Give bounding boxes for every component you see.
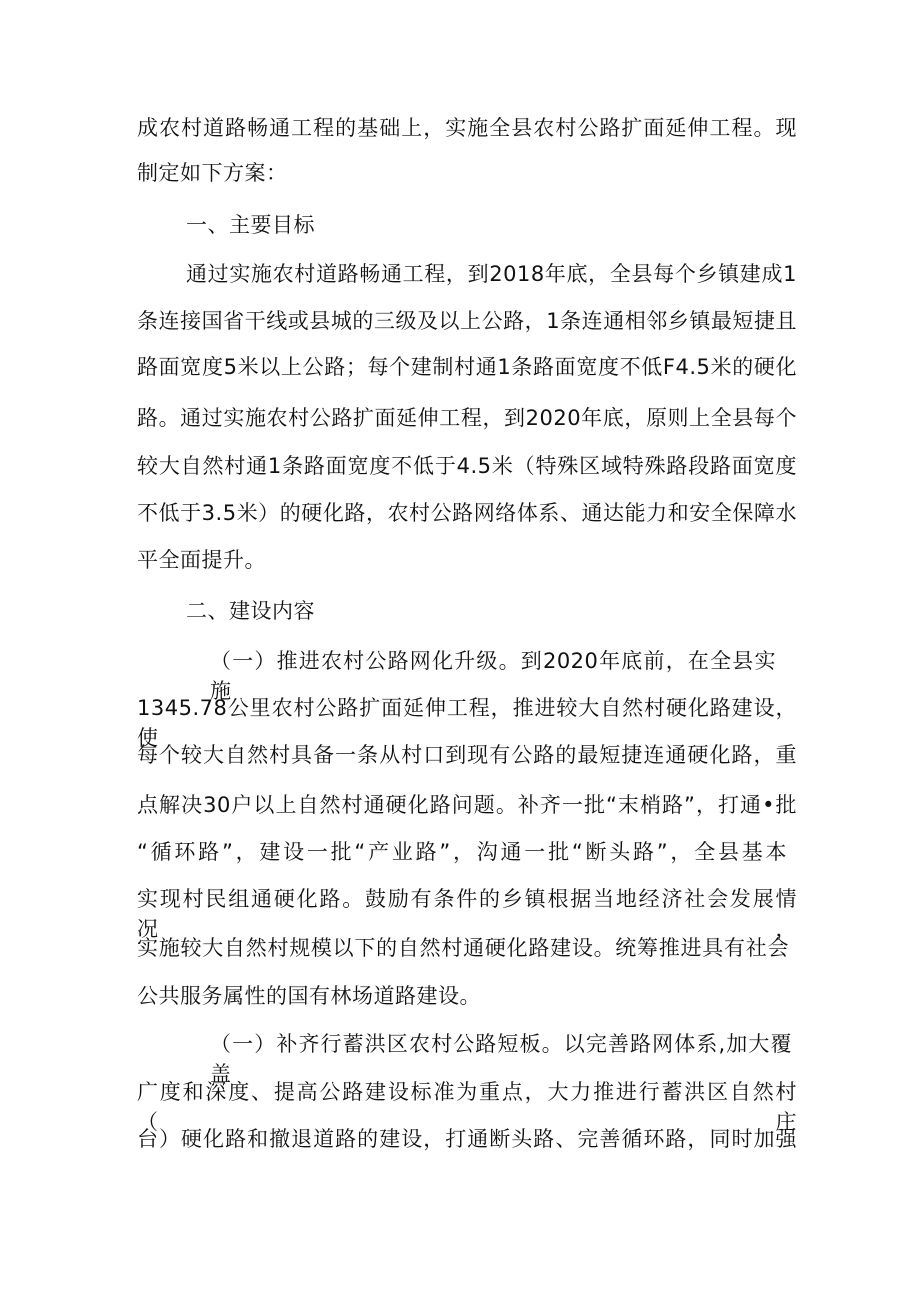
section-heading: 二、建设内容: [186, 599, 315, 623]
paragraph-line: 每个较大自然村具备一条从村口到现有公路的最短捷连通硬化路，重: [137, 743, 797, 767]
paragraph-line: 实施较大自然村规模以下的自然村通硬化路建设。统筹推进具有社会: [137, 936, 789, 960]
paragraph-line: 路面宽度5米以上公路；每个建制村通1条路面宽度不低F4.5米的硬化: [137, 355, 797, 379]
section-heading: 一、主要目标: [186, 213, 315, 237]
paragraph-line: （一）推进农村公路网化升级。到2020年底前，在全县实施: [210, 649, 776, 703]
paragraph-line: （一）补齐行蓄洪区农村公路短板。以完善路网体系,加大覆盖: [210, 1032, 792, 1086]
paragraph-line: 平全面提升。: [137, 548, 266, 572]
paragraph-line: 不低于3.5米）的硬化路，农村公路网络体系、通达能力和安全保障水: [137, 501, 797, 525]
paragraph-line: 1345.78公里农村公路扩面延伸工程，推进较大自然村硬化路建设，使: [137, 696, 797, 750]
paragraph-line: 路。通过实施农村公路扩面延伸工程，到2020年底，原则上全县每个: [137, 406, 797, 430]
paragraph-line: 成农村道路畅通工程的基础上，实施全县农村公路扩面延伸工程。现: [137, 116, 797, 140]
paragraph-line: “循环路”，建设一批“产业路”，沟通一批“断头路”，全县基本: [137, 840, 787, 864]
paragraph-line: 条连接国省干线或县城的三级及以上公路，1条连通相邻乡镇最短捷且: [137, 309, 797, 333]
paragraph-line: 台）硬化路和撤退道路的建设，打通断头路、完善循环路，同时加强: [137, 1127, 797, 1151]
paragraph-line: 点解决30户以上自然村通硬化路问题。补齐一批“末梢路”，打通•批: [137, 793, 797, 817]
paragraph-line: 实现村民组通硬化路。鼓励有条件的乡镇根据当地经济社会发展情况，: [137, 887, 797, 941]
paragraph-line: 公共服务属性的国有林场道路建设。: [137, 984, 481, 1008]
paragraph-line: 通过实施农村道路畅通工程，到2018年底，全县每个乡镇建成1: [186, 262, 797, 286]
paragraph-line: 较大自然村通1条路面宽度不低于4.5米（特殊区域特殊路段路面宽度: [137, 454, 797, 478]
paragraph-line: 广度和深度、提高公路建设标准为重点，大力推进行蓄洪区自然村（庄: [137, 1080, 797, 1134]
paragraph-line: 制定如下方案：: [137, 161, 288, 185]
